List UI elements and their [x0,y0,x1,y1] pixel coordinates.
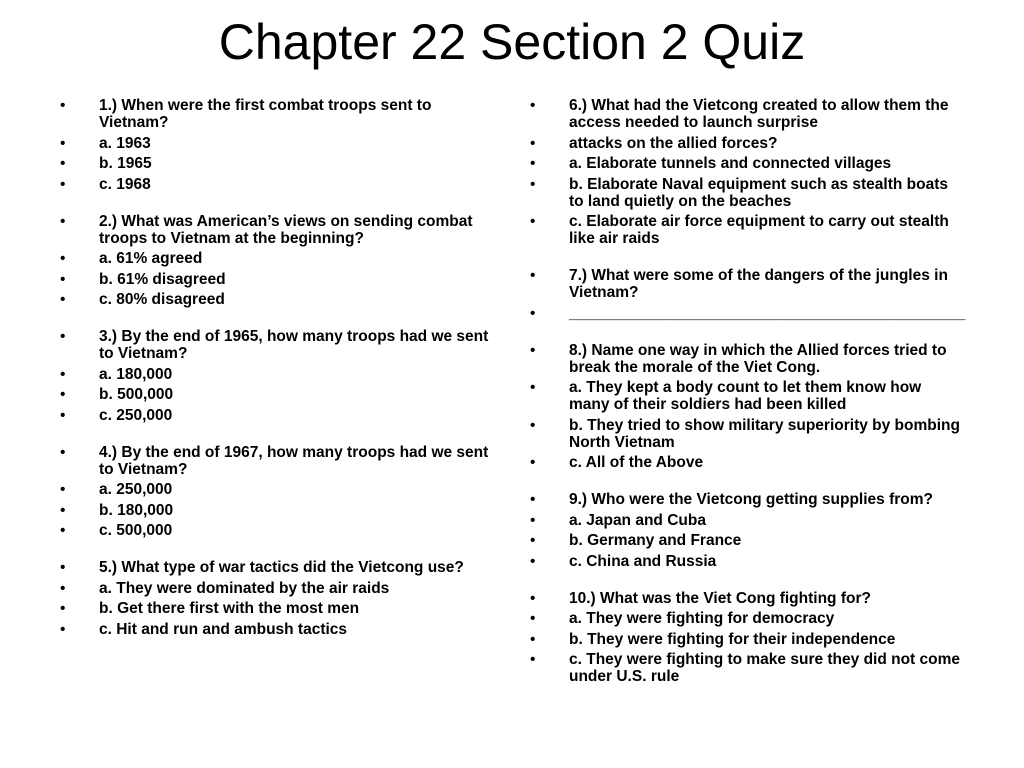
item-text: attacks on the allied forces? [569,134,778,152]
question-group [530,342,962,472]
bullet-icon: • [60,600,66,617]
question-item [60,559,492,576]
item-text: a. 180,000 [99,365,173,383]
bullet-icon: • [60,250,66,267]
bullet-icon: • [60,522,66,539]
answer-item [60,502,492,519]
item-text: a. They were dominated by the air raids [99,579,390,597]
item-text: b. 180,000 [99,501,174,519]
bullet-icon: • [530,416,536,434]
question-item [530,342,962,376]
answer-item [60,250,492,267]
answer-item [60,580,492,597]
question-group [530,590,962,686]
item-text: ______________________________________________ [569,304,966,322]
answer-item [60,366,492,383]
bullet-icon: • [60,212,66,230]
bullet-icon: • [530,379,536,396]
question-item [530,267,962,301]
bullet-icon: • [530,532,536,549]
bullet-icon: • [530,304,536,322]
question-group [60,328,492,424]
answer-item [530,631,962,648]
answer-item [530,213,962,247]
item-text: b. Germany and France [569,532,742,549]
item-text: c. 1968 [99,175,151,193]
question-group [530,97,962,247]
answer-item [60,291,492,308]
question-item [60,97,492,131]
item-text: c. 80% disagreed [99,291,225,308]
bullet-icon: • [530,134,536,152]
item-text: 9.) Who were the Vietcong getting supplies from? [569,491,933,508]
answer-item [60,155,492,172]
item-text: b. 61% disagreed [99,270,226,288]
bullet-icon: • [60,443,66,461]
answer-item [60,600,492,617]
item-text: b. Get there first with the most men [99,600,360,617]
item-text: c. Hit and run and ambush tactics [99,620,348,638]
answer-item [530,532,962,549]
item-text: 5.) What type of war tactics did the Vietcong use? [99,559,464,576]
bullet-icon: • [60,406,66,424]
question-group [530,491,962,570]
bullet-icon: • [530,589,536,607]
answer-item [530,155,962,172]
answer-item [530,553,962,570]
question-item [60,444,492,478]
item-text: 2.) What was American’s views on sending combat troops to Vietnam at the beginning? [99,212,473,247]
question-item [530,97,962,131]
bullet-icon: • [530,610,536,627]
bullet-icon: • [530,213,536,230]
bullet-icon: • [60,270,66,288]
bullet-icon: • [60,481,66,498]
bullet-icon: • [530,651,536,668]
bullet-icon: • [530,267,536,284]
item-text: c. 500,000 [99,522,173,539]
answer-item [60,271,492,288]
bullet-icon: • [60,97,66,114]
answer-item [530,651,962,685]
item-text: 6.) What had the Vietcong created to allow them the access needed to launch surprise [569,97,949,131]
item-text: a. 1963 [99,134,151,152]
answer-item [60,407,492,424]
page-title: Chapter 22 Section 2 Quiz [218,14,806,70]
item-text: a. Elaborate tunnels and connected villages [569,155,892,172]
bullet-icon: • [530,552,536,570]
answer-item [530,379,962,413]
bullet-icon: • [530,454,536,471]
bullet-icon: • [60,155,66,172]
item-text: b. 1965 [99,155,152,172]
left-question-column [60,97,492,658]
bullet-icon: • [530,97,536,114]
item-text: c. All of the Above [569,454,704,471]
answer-item [60,386,492,403]
bullet-icon: • [60,501,66,519]
question-item [60,213,492,247]
item-text: b. They tried to show military superiority by bombing North Vietnam [569,416,960,451]
answer-item [60,481,492,498]
item-text: c. China and Russia [569,552,717,570]
item-text: c. Elaborate air force equipment to carry out stealth like air raids [569,213,949,247]
answer-item [60,621,492,638]
answer-item [530,610,962,627]
bullet-icon: • [60,365,66,383]
item-text: a. They kept a body count to let them know how many of their soldiers had been killed [569,379,922,413]
item-text: 1.) When were the first combat troops sent to Vietnam? [99,97,432,131]
bullet-icon: • [60,620,66,638]
bullet-icon: • [60,386,66,403]
question-item [530,590,962,607]
bullet-icon: • [530,341,536,359]
bullet-icon: • [60,579,66,597]
item-text: 8.) Name one way in which the Allied forces tried to break the morale of the Viet Cong. [569,341,947,376]
item-text: b. They were fighting for their independence [569,630,896,648]
answer-item [60,135,492,152]
answer-item [530,417,962,451]
item-text: b. Elaborate Naval equipment such as stealth boats to land quietly on the beaches [569,175,948,210]
answer-item [60,522,492,539]
question-group [60,213,492,309]
question-group [60,559,492,638]
bullet-icon: • [530,155,536,172]
bullet-icon: • [60,328,66,345]
item-text: c. 250,000 [99,406,173,424]
item-text: a. Japan and Cuba [569,511,706,529]
question-group [530,267,966,322]
answer-item [530,454,962,471]
right-question-column [530,97,966,705]
item-text: 4.) By the end of 1967, how many troops had we sent to Vietnam? [99,443,489,478]
bullet-icon: • [60,291,66,308]
question-item [530,491,962,508]
bullet-icon: • [530,630,536,648]
bullet-icon: • [60,559,66,576]
bullet-icon: • [60,134,66,152]
item-text: a. They were fighting for democracy [569,610,835,627]
item-text: b. 500,000 [99,386,174,403]
bullet-icon: • [530,511,536,529]
item-text: 10.) What was the Viet Cong fighting for? [569,589,871,607]
question-group [60,97,492,193]
bullet-icon: • [530,175,536,193]
answer-item [530,135,962,152]
answer-item [530,176,962,210]
item-text: a. 250,000 [99,481,173,498]
bullet-icon: • [530,491,536,508]
answer-item [530,512,962,529]
question-group [60,444,492,540]
item-text: 3.) By the end of 1965, how many troops had we sent to Vietnam? [99,328,489,362]
answer-item [60,176,492,193]
bullet-icon: • [60,175,66,193]
question-item [60,328,492,362]
item-text: c. They were fighting to make sure they did not come under U.S. rule [569,651,961,685]
item-text: a. 61% agreed [99,250,203,267]
item-text: 7.) What were some of the dangers of the jungles in Vietnam? [569,267,948,301]
answer-item [530,304,966,322]
